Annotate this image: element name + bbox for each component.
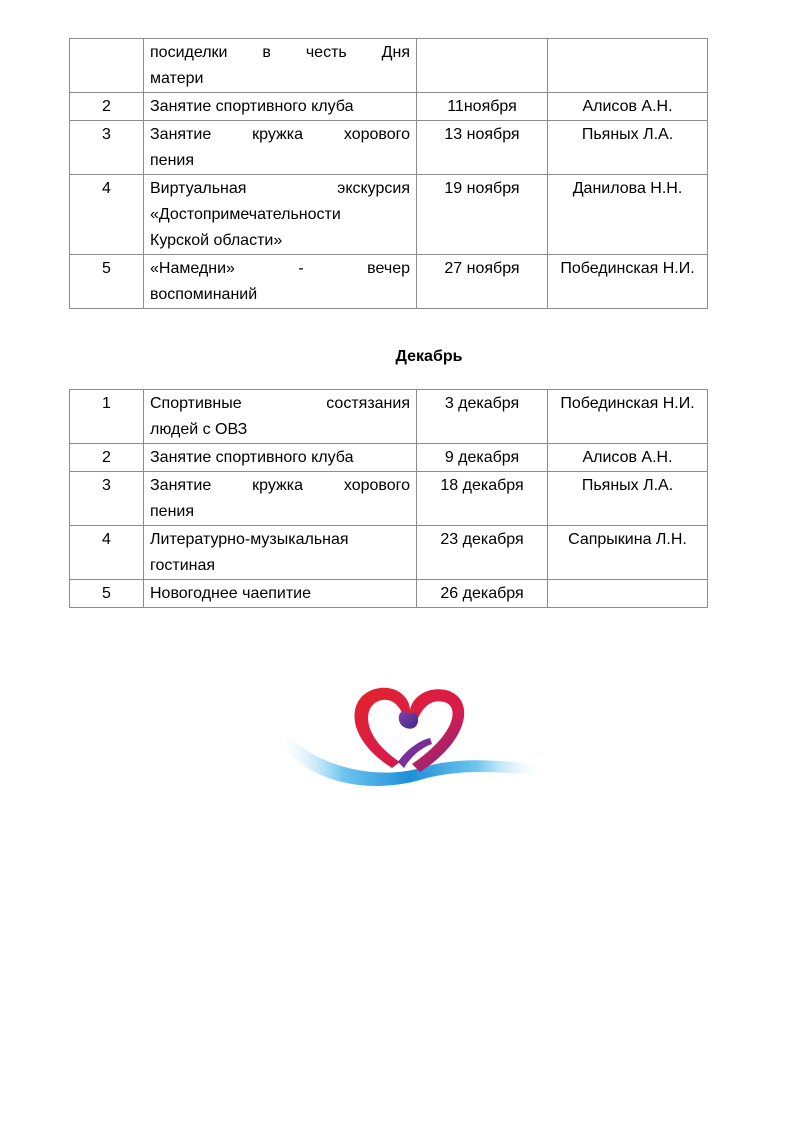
- heart-ribbon-icon: [270, 680, 550, 800]
- responsible-person: Пьяных Л.А.: [548, 121, 708, 175]
- event-line: Литературно-музыкальная: [150, 531, 349, 548]
- event-date: 3 декабря: [417, 390, 548, 444]
- event-name: [144, 390, 417, 444]
- event-line: воспоминаний: [150, 286, 258, 303]
- row-number: 2: [70, 93, 144, 121]
- event-line: Занятие кружка хорового: [150, 477, 410, 494]
- event-name: [144, 472, 417, 526]
- table-row: [70, 39, 708, 93]
- event-name: [144, 39, 417, 93]
- responsible-person: Побединская Н.И.: [548, 390, 708, 444]
- event-date: 9 декабря: [417, 444, 548, 472]
- december-heading: Декабрь: [395, 348, 463, 365]
- event-line: матери: [150, 70, 204, 87]
- event-date: 23 декабря: [417, 526, 548, 580]
- table-row: [70, 93, 708, 121]
- event-date: 27 ноября: [417, 255, 548, 309]
- event-name: [144, 93, 417, 121]
- table-row: [70, 472, 708, 526]
- table-row: [70, 175, 708, 255]
- row-number: 5: [70, 255, 144, 309]
- responsible-person: Сапрыкина Л.Н.: [548, 526, 708, 580]
- row-number: [70, 39, 144, 93]
- table-row: [70, 121, 708, 175]
- row-number: 3: [70, 121, 144, 175]
- event-name: [144, 444, 417, 472]
- table-row: [70, 255, 708, 309]
- event-line: гостиная: [150, 557, 216, 574]
- responsible-person: Алисов А.Н.: [548, 93, 708, 121]
- table-row: [70, 526, 708, 580]
- event-line: посиделки в честь Дня: [150, 44, 410, 61]
- event-name: [144, 175, 417, 255]
- event-line: пения: [150, 152, 194, 169]
- row-number: 1: [70, 390, 144, 444]
- event-line: Новогоднее чаепитие: [150, 585, 312, 602]
- event-line: людей с ОВЗ: [150, 421, 248, 438]
- row-number: 5: [70, 580, 144, 608]
- december-table: [69, 389, 708, 608]
- november-table-body: [70, 39, 708, 309]
- november-table: [69, 38, 708, 309]
- event-line: «Достопримечательности: [150, 206, 341, 223]
- event-date: [417, 39, 548, 93]
- table-row: [70, 444, 708, 472]
- event-line: пения: [150, 503, 194, 520]
- row-number: 3: [70, 472, 144, 526]
- event-date: 26 декабря: [417, 580, 548, 608]
- event-line: «Намедни» - вечер: [150, 260, 410, 277]
- row-number: 4: [70, 175, 144, 255]
- event-name: [144, 580, 417, 608]
- event-name: [144, 255, 417, 309]
- event-line: Занятие кружка хорового: [150, 126, 410, 143]
- event-line: Занятие спортивного клуба: [150, 98, 354, 115]
- table-row: [70, 580, 708, 608]
- responsible-person: [548, 580, 708, 608]
- responsible-person: Алисов А.Н.: [548, 444, 708, 472]
- row-number: 4: [70, 526, 144, 580]
- event-date: 11ноября: [417, 93, 548, 121]
- responsible-person: Пьяных Л.А.: [548, 472, 708, 526]
- event-line: Курской области»: [150, 232, 283, 249]
- row-number: 2: [70, 444, 144, 472]
- event-date: 19 ноября: [417, 175, 548, 255]
- december-table-body: [70, 390, 708, 608]
- table-row: [70, 390, 708, 444]
- responsible-person: Побединская Н.И.: [548, 255, 708, 309]
- responsible-person: [548, 39, 708, 93]
- event-name: [144, 121, 417, 175]
- event-line: Занятие спортивного клуба: [150, 449, 354, 466]
- responsible-person: Данилова Н.Н.: [548, 175, 708, 255]
- event-date: 13 ноября: [417, 121, 548, 175]
- event-date: 18 декабря: [417, 472, 548, 526]
- event-line: Виртуальная экскурсия: [150, 180, 410, 197]
- event-name: [144, 526, 417, 580]
- event-line: Спортивные состязания: [150, 395, 410, 412]
